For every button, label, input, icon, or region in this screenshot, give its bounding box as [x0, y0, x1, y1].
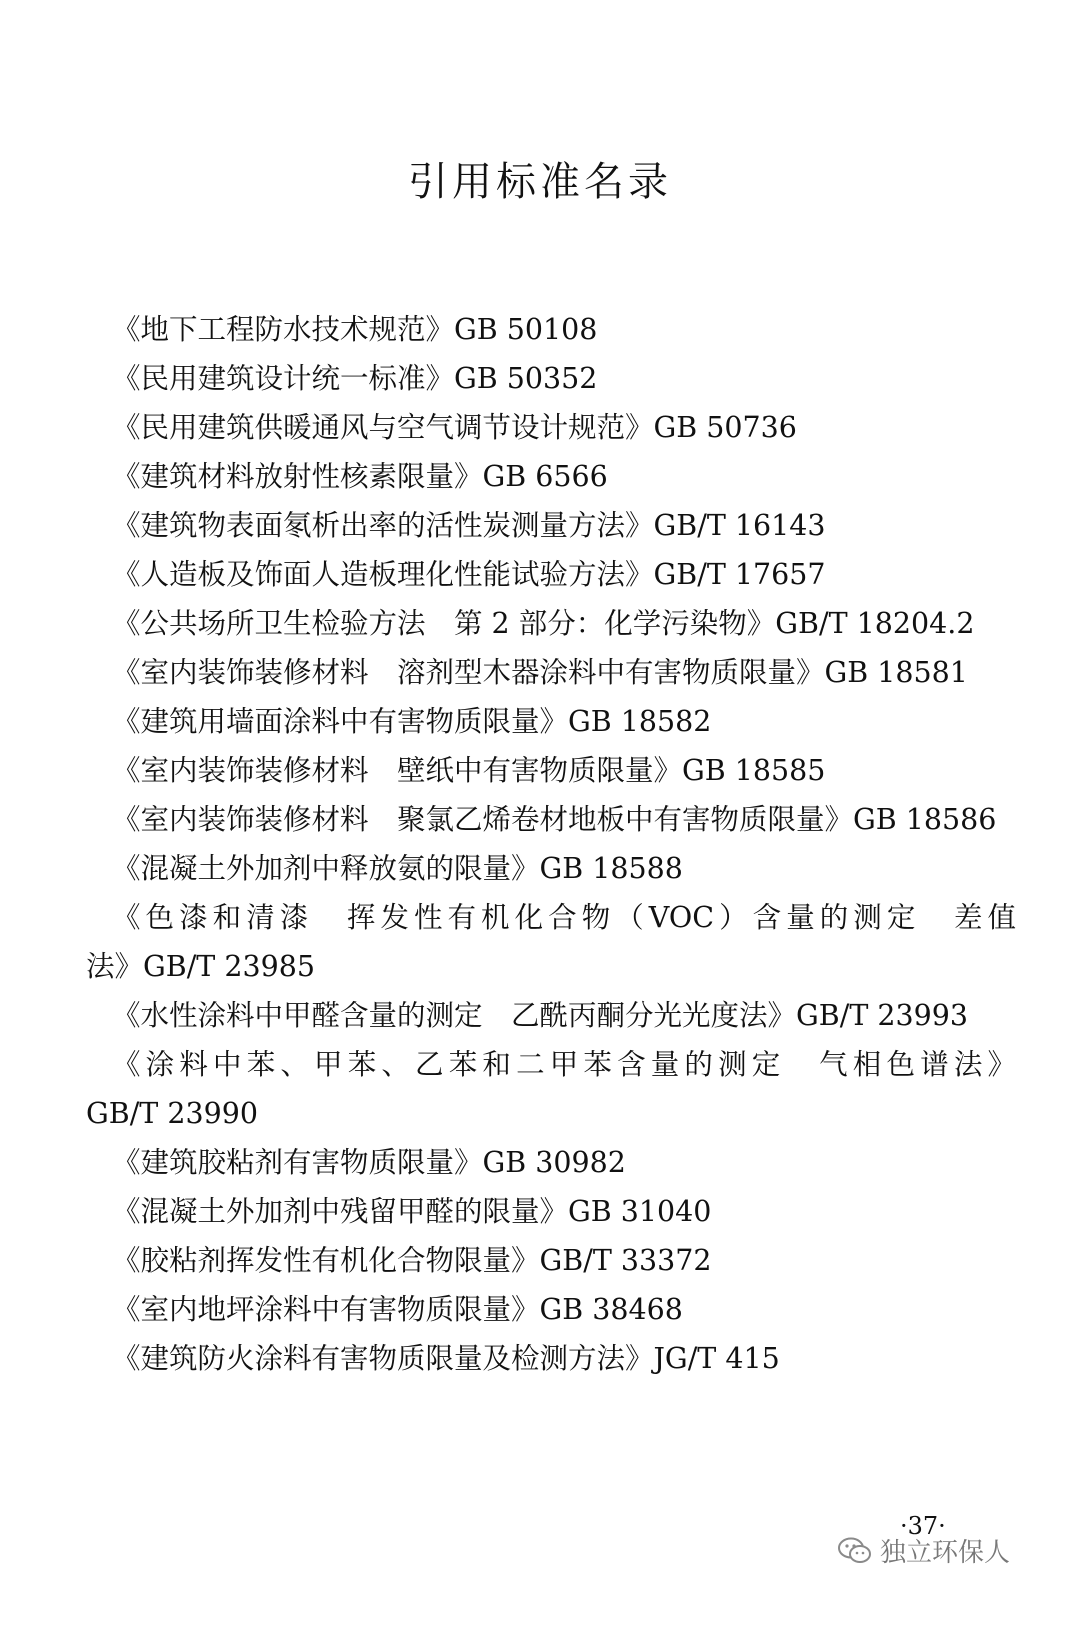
reference-item: 《胶粘剂挥发性有机化合物限量》GB/T 33372: [112, 1244, 712, 1277]
reference-item: 《色漆和清漆 挥发性有机化合物（VOC）含量的测定 差值: [112, 901, 1016, 934]
reference-item: 《室内装饰装修材料 聚氯乙烯卷材地板中有害物质限量》GB 18586: [112, 803, 997, 836]
reference-item: 《建筑防火涂料有害物质限量及检测方法》JG/T 415: [112, 1342, 780, 1375]
reference-item: 《水性涂料中甲醛含量的测定 乙酰丙酮分光光度法》GB/T 23993: [112, 999, 969, 1032]
reference-item: 《涂料中苯、甲苯、乙苯和二甲苯含量的测定 气相色谱法》: [112, 1048, 1016, 1081]
reference-item: 《混凝土外加剂中释放氨的限量》GB 18588: [112, 852, 683, 885]
watermark-text: 独立环保人: [880, 1538, 1011, 1568]
reference-item: 《公共场所卫生检验方法 第 2 部分：化学污染物》GB/T 18204.2: [112, 607, 975, 640]
reference-item: 《人造板及饰面人造板理化性能试验方法》GB/T 17657: [112, 558, 826, 591]
page-number: ·37·: [900, 1512, 946, 1540]
reference-item-continuation: GB/T 23990: [86, 1097, 259, 1130]
wechat-icon: [838, 1537, 872, 1565]
reference-item: 《室内装饰装修材料 壁纸中有害物质限量》GB 18585: [112, 754, 826, 787]
reference-item: 《建筑胶粘剂有害物质限量》GB 30982: [112, 1146, 626, 1179]
reference-item: 《建筑材料放射性核素限量》GB 6566: [112, 460, 608, 493]
reference-item: 《室内装饰装修材料 溶剂型木器涂料中有害物质限量》GB 18581: [112, 656, 968, 689]
reference-item: 《室内地坪涂料中有害物质限量》GB 38468: [112, 1293, 683, 1326]
reference-list: [86, 305, 1016, 1383]
reference-item-continuation: 法》GB/T 23985: [86, 950, 316, 983]
reference-item: 《建筑物表面氡析出率的活性炭测量方法》GB/T 16143: [112, 509, 826, 542]
reference-item: 《建筑用墙面涂料中有害物质限量》GB 18582: [112, 705, 712, 738]
reference-item: 《民用建筑供暖通风与空气调节设计规范》GB 50736: [112, 411, 797, 444]
reference-item: 《地下工程防水技术规范》GB 50108: [112, 313, 598, 346]
reference-item: 《民用建筑设计统一标准》GB 50352: [112, 362, 598, 395]
watermark: [838, 1532, 1010, 1569]
reference-item: 《混凝土外加剂中残留甲醛的限量》GB 31040: [112, 1195, 712, 1228]
page-title: 引用标准名录: [408, 159, 672, 205]
